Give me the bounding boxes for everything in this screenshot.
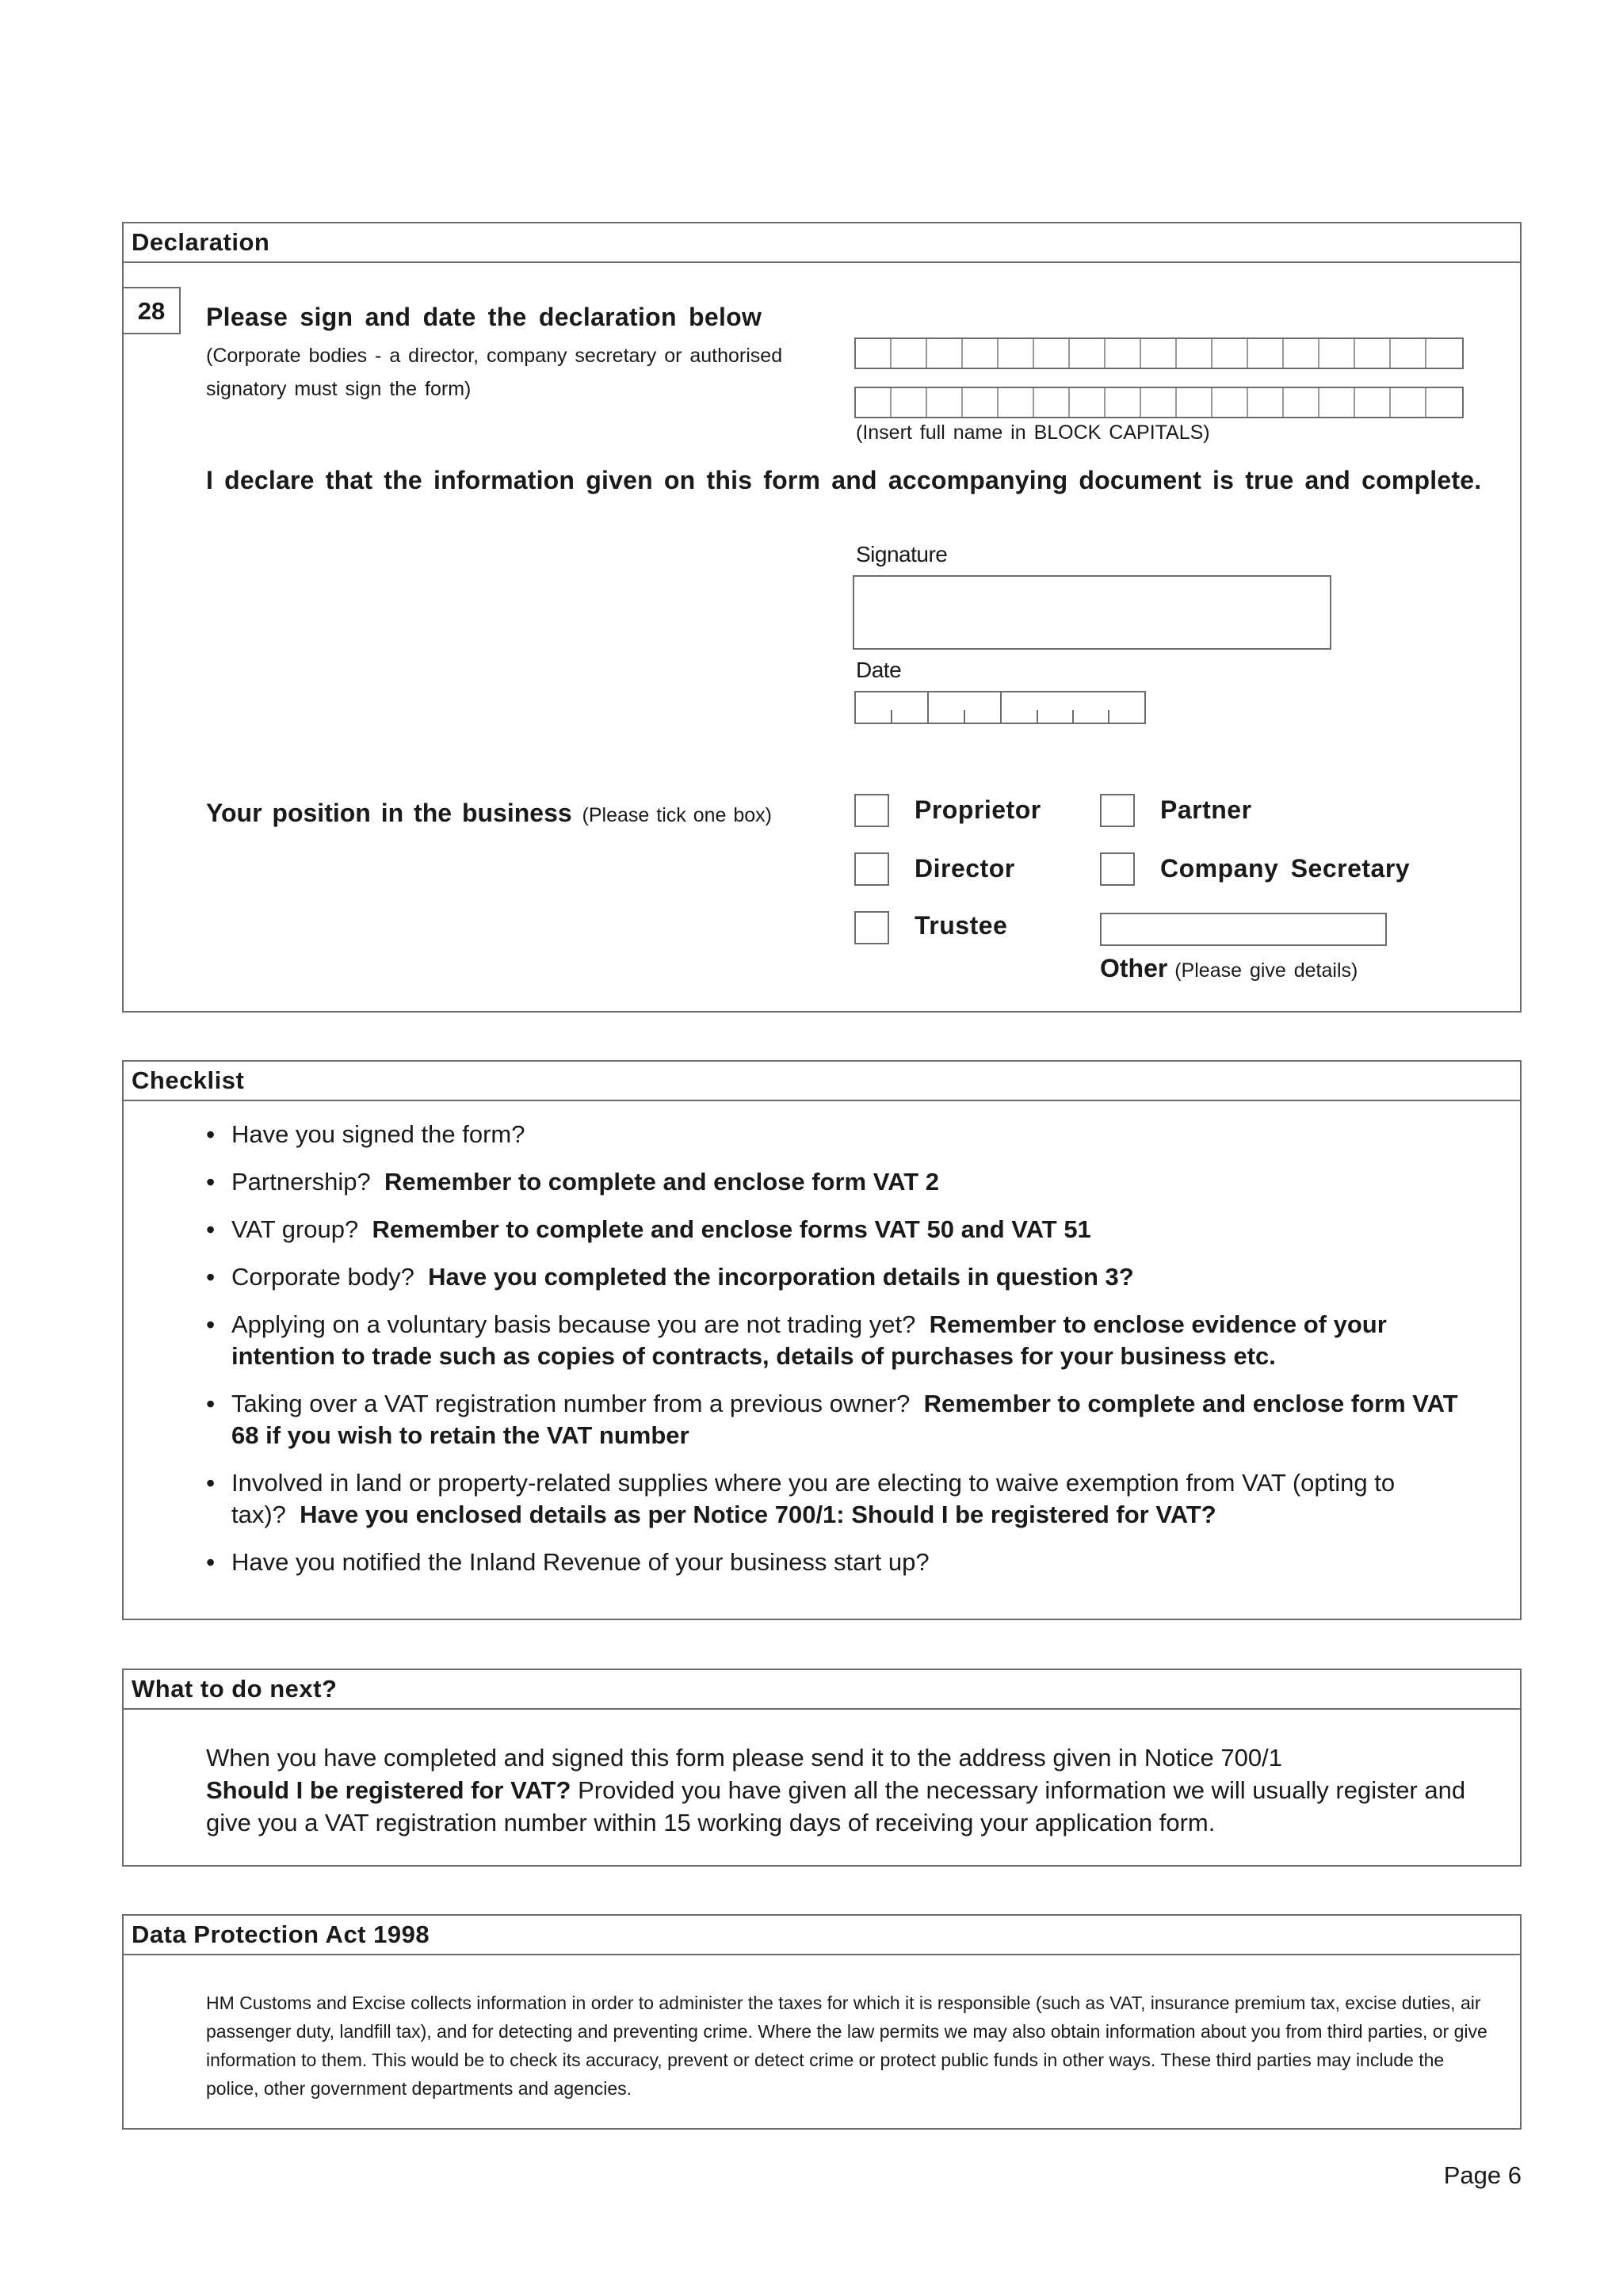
checklist-section xyxy=(122,1060,1522,1620)
what-next-text: When you have completed and signed this form please send it to the address given in Notice 700/1 Should I be registered for VAT? Provided you have given all the necessary information we will usually register and give you a VAT registration number within 15 working days of receiving your application form. xyxy=(206,1744,1466,1836)
director-label: Director xyxy=(915,854,1015,883)
proprietor-label: Proprietor xyxy=(915,795,1041,824)
checklist-item: • Taking over a VAT registration number from a previous owner? Remember to complete and enclose form VAT 68 if you wish to retain the VAT number xyxy=(206,1388,1490,1451)
checklist-item: • Partnership? Remember to complete and enclose form VAT 2 xyxy=(206,1166,1490,1198)
checklist-item: • Involved in land or property-related supplies where you are electing to waive exemption from VAT (opting to tax)? Have you enclosed details as per Notice 700/1: Should I be registered for VAT? xyxy=(206,1467,1490,1531)
data-protection-heading: Data Protection Act 1998 xyxy=(124,1916,1520,1955)
what-next-heading: What to do next? xyxy=(124,1670,1520,1710)
position-question xyxy=(206,799,772,828)
checklist-heading: Checklist xyxy=(124,1062,1520,1101)
declaration-title: Please sign and date the declaration below xyxy=(206,303,762,331)
declaration-note-line1: (Corporate bodies - a director, company secretary or authorised xyxy=(206,345,783,367)
partner-checkbox[interactable] xyxy=(1100,794,1135,827)
what-next-section xyxy=(122,1669,1522,1867)
date-field[interactable] xyxy=(854,691,1146,724)
company-secretary-label: Company Secretary xyxy=(1160,854,1411,883)
other-hint: (Please give details) xyxy=(1174,959,1358,982)
declaration-section xyxy=(122,222,1522,1013)
page-number: Page 6 xyxy=(1443,2161,1522,2189)
signature-field[interactable] xyxy=(853,575,1331,650)
checklist-item: • Corporate body? Have you completed the incorporation details in question 3? xyxy=(206,1261,1490,1293)
company-secretary-checkbox[interactable] xyxy=(1100,852,1135,886)
checklist-item: • Applying on a voluntary basis because you are not trading yet? Remember to enclose evidence of your intention to trade such as copies of contracts, details of purchases for your business etc. xyxy=(206,1309,1490,1372)
question-number: 28 xyxy=(124,287,181,334)
proprietor-checkbox[interactable] xyxy=(854,794,889,827)
other-position-input[interactable] xyxy=(1100,913,1387,946)
declaration-heading: Declaration xyxy=(124,223,1520,263)
data-protection-text: HM Customs and Excise collects information in order to administer the taxes for which it is responsible (such as VAT, insurance premium tax, excise duties, air passenger duty, landfill tax), and for detecting and preventing crime. Where the law permits we may also obtain information about you from third parties, or give information to them. This would be to check its accuracy, prevent or detect crime or protect public funds in other ways. These third parties may include the police, other government departments and agencies. xyxy=(206,1993,1487,2099)
trustee-label: Trustee xyxy=(915,911,1008,940)
declaration-statement: I declare that the information given on this form and accompanying document is true and complete. xyxy=(206,466,1482,494)
director-checkbox[interactable] xyxy=(854,852,889,886)
other-label: Other xyxy=(1100,954,1168,982)
declaration-note-line2: signatory must sign the form) xyxy=(206,378,472,400)
position-label: Your position in the business xyxy=(206,799,572,827)
declaration-note xyxy=(206,339,824,406)
full-name-row-2[interactable] xyxy=(854,387,1464,418)
data-protection-section xyxy=(122,1914,1522,2130)
signature-label: Signature xyxy=(856,542,948,566)
checklist-item: • VAT group? Remember to complete and enclose forms VAT 50 and VAT 51 xyxy=(206,1214,1490,1245)
trustee-checkbox[interactable] xyxy=(854,911,889,944)
checklist-item: • Have you notified the Inland Revenue of your business start up? xyxy=(206,1547,1490,1578)
checklist-item: • Have you signed the form? xyxy=(206,1119,1490,1150)
full-name-caption: (Insert full name in BLOCK CAPITALS) xyxy=(856,421,1210,444)
partner-label: Partner xyxy=(1160,795,1252,824)
other-caption xyxy=(1100,954,1358,983)
checklist-list xyxy=(206,1119,1490,1594)
position-hint: (Please tick one box) xyxy=(582,804,772,826)
date-label: Date xyxy=(856,658,902,682)
full-name-row-1[interactable] xyxy=(854,338,1464,369)
